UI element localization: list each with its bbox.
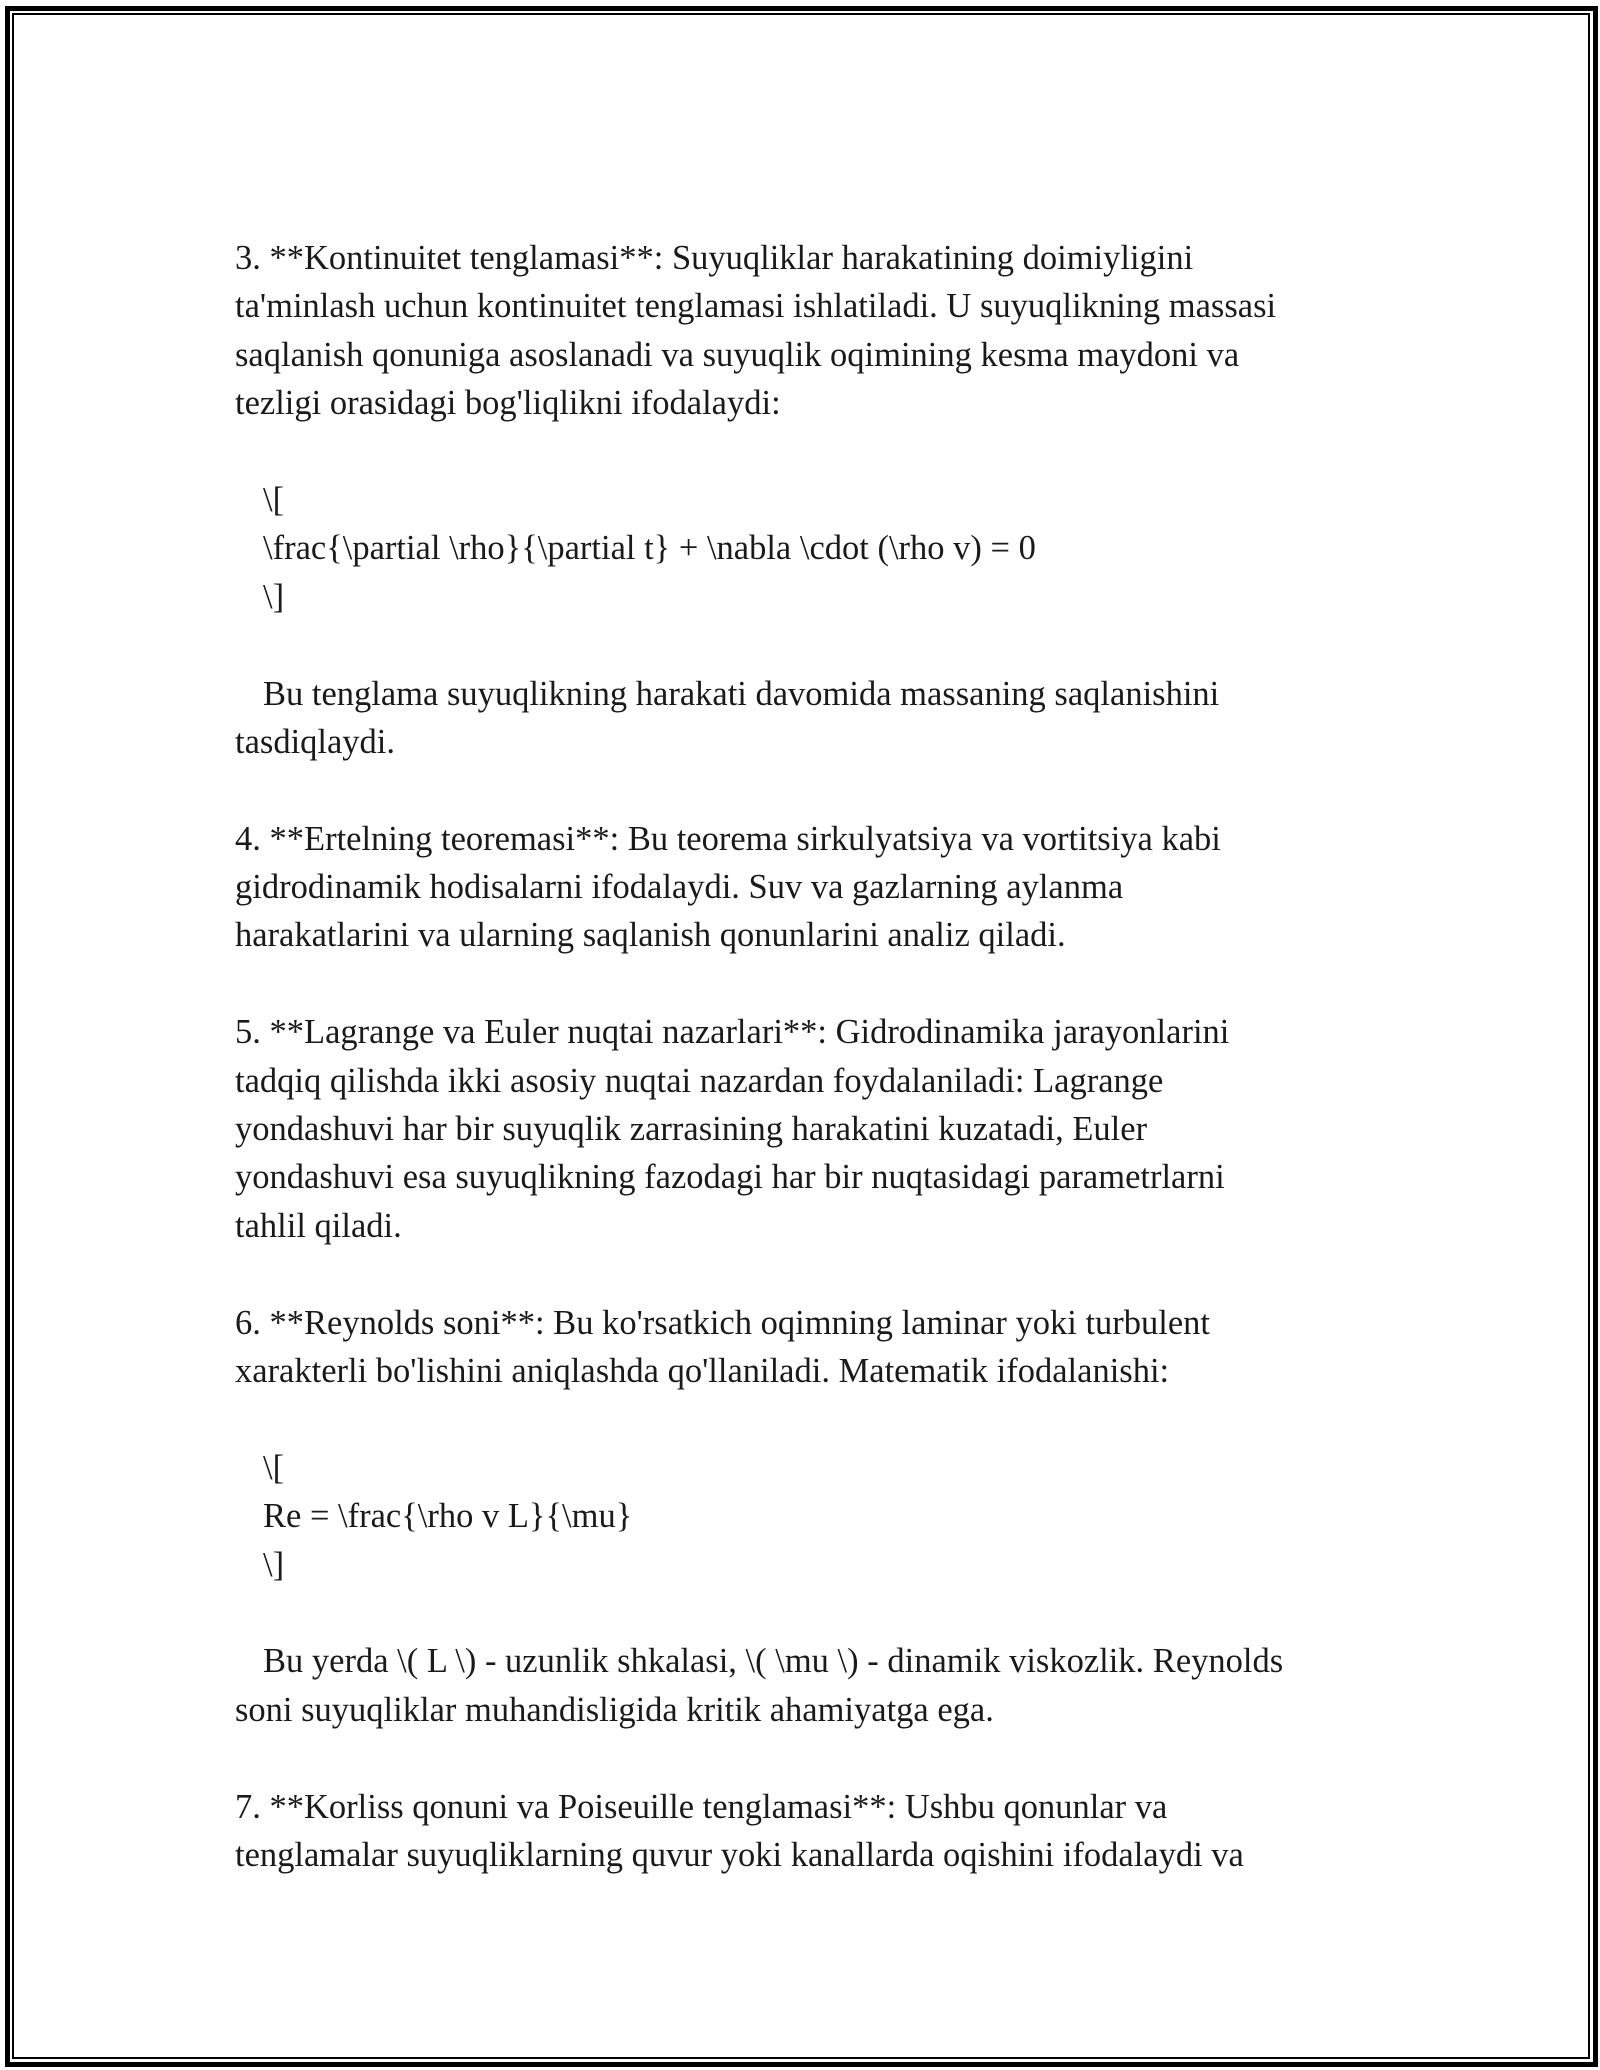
blank-line: [235, 960, 1370, 1008]
text-line: tahlil qiladi.: [235, 1206, 402, 1245]
text-line: soni suyuqliklar muhandisligida kritik ahamiyatga ega.: [235, 1690, 994, 1729]
document-body: [235, 234, 1370, 1879]
blank-line: [235, 621, 1370, 669]
text-line: 4. **Ertelning teoremasi**: Bu teorema sirkulyatsiya va vortitsiya kabi: [235, 819, 1221, 858]
blank-line: [235, 766, 1370, 814]
text-line: tadqiq qilishda ikki asosiy nuqtai nazardan foydalaniladi: Lagrange: [235, 1061, 1164, 1100]
equation-line: \]: [263, 577, 285, 616]
text-line: saqlanish qonuniga asoslanadi va suyuqlik oqimining kesma maydoni va: [235, 335, 1240, 374]
text-line: 5. **Lagrange va Euler nuqtai nazarlari**: Gidrodinamika jarayonlarini: [235, 1013, 1230, 1052]
equation-line: \[: [263, 1448, 285, 1487]
text-line: tasdiqlaydi.: [235, 722, 396, 761]
blank-line: [235, 1734, 1370, 1782]
blank-line: [235, 428, 1370, 476]
equation-line: \]: [263, 1545, 285, 1584]
blank-line: [235, 1589, 1370, 1637]
equation-line: \frac{\partial \rho}{\partial t} + \nabla \cdot (\rho v) = 0: [263, 529, 1036, 568]
text-line: harakatlarini va ularning saqlanish qonunlarini analiz qiladi.: [235, 916, 1066, 955]
text-line: Bu yerda \( L \) - uzunlik shkalasi, \( \mu \) - dinamik viskozlik. Reynolds: [263, 1642, 1284, 1681]
text-line: tenglamalar suyuqliklarning quvur yoki kanallarda oqishini ifodalaydi va: [235, 1835, 1244, 1874]
blank-line: [235, 1395, 1370, 1443]
text-line: Bu tenglama suyuqlikning harakati davomida massaning saqlanishini: [263, 674, 1220, 713]
text-line: 7. **Korliss qonuni va Poiseuille tenglamasi**: Ushbu qonunlar va: [235, 1787, 1168, 1826]
equation-line: \[: [263, 480, 285, 519]
text-line: yondashuvi esa suyuqlikning fazodagi har bir nuqtasidagi parametrlarni: [235, 1158, 1225, 1197]
text-line: yondashuvi har bir suyuqlik zarrasining harakatini kuzatadi, Euler: [235, 1110, 1148, 1149]
blank-line: [235, 1250, 1370, 1298]
text-line: 3. **Kontinuitet tenglamasi**: Suyuqliklar harakatining doimiyligini: [235, 239, 1194, 277]
text-line: xarakterli bo'lishini aniqlashda qo'llaniladi. Matematik ifodalanishi:: [235, 1351, 1170, 1390]
text-line: ta'minlash uchun kontinuitet tenglamasi ishlatiladi. U suyuqlikning massasi: [235, 287, 1277, 326]
text-line: gidrodinamik hodisalarni ifodalaydi. Suv va gazlarning aylanma: [235, 868, 1124, 907]
equation-line: Re = \frac{\rho v L}{\mu}: [263, 1497, 633, 1536]
text-line: tezligi orasidagi bog'liqlikni ifodalaydi:: [235, 384, 781, 423]
text-line: 6. **Reynolds soni**: Bu ko'rsatkich oqimning laminar yoki turbulent: [235, 1303, 1211, 1342]
